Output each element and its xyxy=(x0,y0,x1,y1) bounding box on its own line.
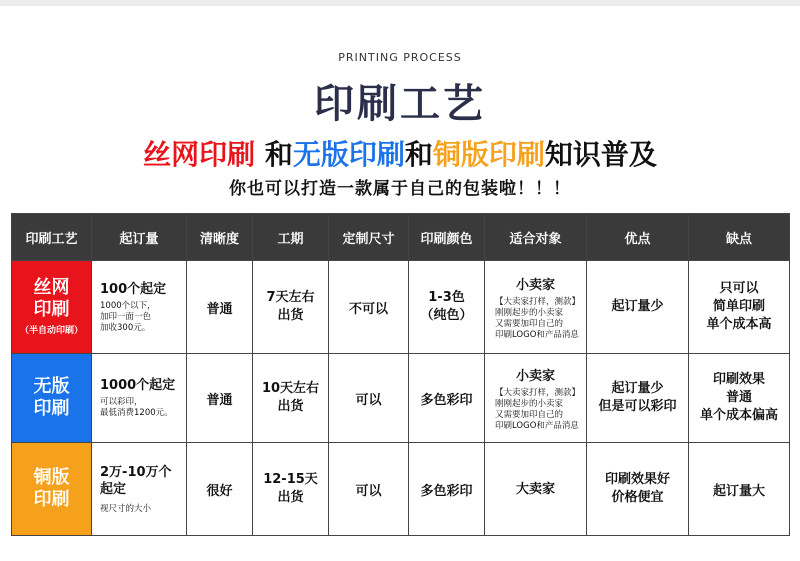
cons-line: 普通 xyxy=(725,390,752,405)
process-name-line: 无版 xyxy=(33,376,70,397)
print-colors-line: （纯色） xyxy=(420,308,473,323)
moq-main: 2万-10万个 xyxy=(100,464,172,480)
lead-time-cell xyxy=(253,261,329,354)
moq-main: 起定 xyxy=(100,481,127,497)
column-header: 印刷工艺 xyxy=(12,214,92,261)
moq-sub: 加印一面一色 xyxy=(100,311,152,322)
column-header: 缺点 xyxy=(689,214,790,261)
cons-line: 印刷效果 xyxy=(712,372,765,387)
moq-cell xyxy=(92,443,187,536)
column-header: 适合对象 xyxy=(485,214,587,261)
print-colors-cell xyxy=(409,261,485,354)
subtitle-plateless-printing: 无版印刷 xyxy=(292,138,405,171)
pros-line: 印刷效果好 xyxy=(604,472,670,487)
target-cell xyxy=(485,261,587,354)
subtitle-coated-printing: 铜版印刷 xyxy=(432,138,545,171)
lead-time-cell xyxy=(253,443,329,536)
target-cell xyxy=(485,354,587,443)
target-line: 又需要加印自己的 xyxy=(495,318,564,329)
target-main: 大卖家 xyxy=(515,481,555,497)
table-row xyxy=(12,261,790,354)
process-name-line: 印刷 xyxy=(33,489,70,510)
tagline: 你也可以打造一款属于自己的包装啦！！！ xyxy=(229,179,571,199)
lead-time-line: 出货 xyxy=(277,399,304,414)
cons-line: 单个成本高 xyxy=(706,317,772,332)
pros-cell xyxy=(587,443,689,536)
target-line: 印刷LOGO和产品消息 xyxy=(495,420,579,431)
lead-time-line: 10天左右 xyxy=(261,381,320,396)
column-header: 清晰度 xyxy=(187,214,253,261)
subtitle-join-2: 和 xyxy=(404,138,433,171)
target-line: 刚刚起步的小卖家 xyxy=(495,307,564,318)
pros-line: 起订量少 xyxy=(611,299,664,314)
top-divider-bar xyxy=(0,0,800,6)
target-main: 小卖家 xyxy=(515,277,555,293)
subtitle-screen-printing: 丝网印刷 xyxy=(143,138,256,171)
lead-time-cell xyxy=(253,354,329,443)
process-name-line: 印刷 xyxy=(33,398,70,419)
print-colors-cell: 多色彩印 xyxy=(409,354,485,443)
table-row xyxy=(12,443,790,536)
column-header: 印刷颜色 xyxy=(409,214,485,261)
table-header-row xyxy=(12,214,790,261)
target-line: 【大卖家打样，测款】 xyxy=(495,296,581,307)
cons-line: 单个成本偏高 xyxy=(699,408,778,423)
process-cell-screen xyxy=(12,261,92,354)
process-note: （半自动印刷） xyxy=(19,326,83,336)
column-header: 优点 xyxy=(587,214,689,261)
pros-line: 价格便宜 xyxy=(611,490,664,505)
clarity-cell: 普通 xyxy=(187,261,253,354)
print-colors-cell: 多色彩印 xyxy=(409,443,485,536)
moq-cell xyxy=(92,354,187,443)
page-title: 印刷工艺 xyxy=(314,81,486,127)
moq-sub: 1000个以下， xyxy=(100,300,156,311)
lead-time-line: 12-15天 xyxy=(263,472,318,487)
column-header: 定制尺寸 xyxy=(329,214,409,261)
process-name-line: 铜版 xyxy=(33,467,70,488)
eyebrow-label: PRINTING PROCESS xyxy=(338,51,462,64)
subtitle-join-1: 和 xyxy=(255,138,293,171)
printing-comparison-table xyxy=(11,213,790,536)
moq-sub: 加收300元。 xyxy=(100,322,151,333)
lead-time-line: 7天左右 xyxy=(266,290,315,305)
custom-size-cell: 不可以 xyxy=(329,261,409,354)
cons-cell xyxy=(689,354,790,443)
column-header: 起订量 xyxy=(92,214,187,261)
column-header: 工期 xyxy=(253,214,329,261)
process-cell-coated xyxy=(12,443,92,536)
target-line: 【大卖家打样，测款】 xyxy=(495,387,581,398)
print-colors-line: 1-3色 xyxy=(428,290,465,305)
cons-cell xyxy=(689,261,790,354)
pros-cell xyxy=(587,261,689,354)
pros-cell xyxy=(587,354,689,443)
moq-sub: 可以彩印， xyxy=(100,397,143,407)
pros-line: 但是可以彩印 xyxy=(598,399,677,414)
custom-size-cell: 可以 xyxy=(329,443,409,536)
target-line: 刚刚起步的小卖家 xyxy=(495,398,564,409)
cons-cell: 起订量大 xyxy=(689,443,790,536)
custom-size-cell: 可以 xyxy=(329,354,409,443)
clarity-cell: 很好 xyxy=(187,443,253,536)
target-main: 小卖家 xyxy=(515,368,555,384)
target-line: 又需要加印自己的 xyxy=(495,409,564,420)
moq-sub: 最低消费1200元。 xyxy=(100,408,173,418)
pros-line: 起订量少 xyxy=(611,381,664,396)
process-name-line: 丝网 xyxy=(33,277,70,298)
lead-time-line: 出货 xyxy=(277,308,304,323)
target-cell xyxy=(485,443,587,536)
moq-main: 1000个起定 xyxy=(100,378,176,393)
moq-sub: 视尺寸的大小 xyxy=(100,503,152,514)
cons-line: 简单印刷 xyxy=(712,299,765,314)
moq-main: 100个起定 xyxy=(100,281,167,297)
target-line: 印刷LOGO和产品消息 xyxy=(495,329,579,340)
table-row xyxy=(12,354,790,443)
subtitle-tail: 知识普及 xyxy=(544,138,657,171)
clarity-cell: 普通 xyxy=(187,354,253,443)
moq-cell xyxy=(92,261,187,354)
cons-line: 只可以 xyxy=(719,281,759,296)
process-name-line: 印刷 xyxy=(33,299,70,320)
subtitle xyxy=(0,133,800,173)
lead-time-line: 出货 xyxy=(277,490,304,505)
process-cell-plateless xyxy=(12,354,92,443)
